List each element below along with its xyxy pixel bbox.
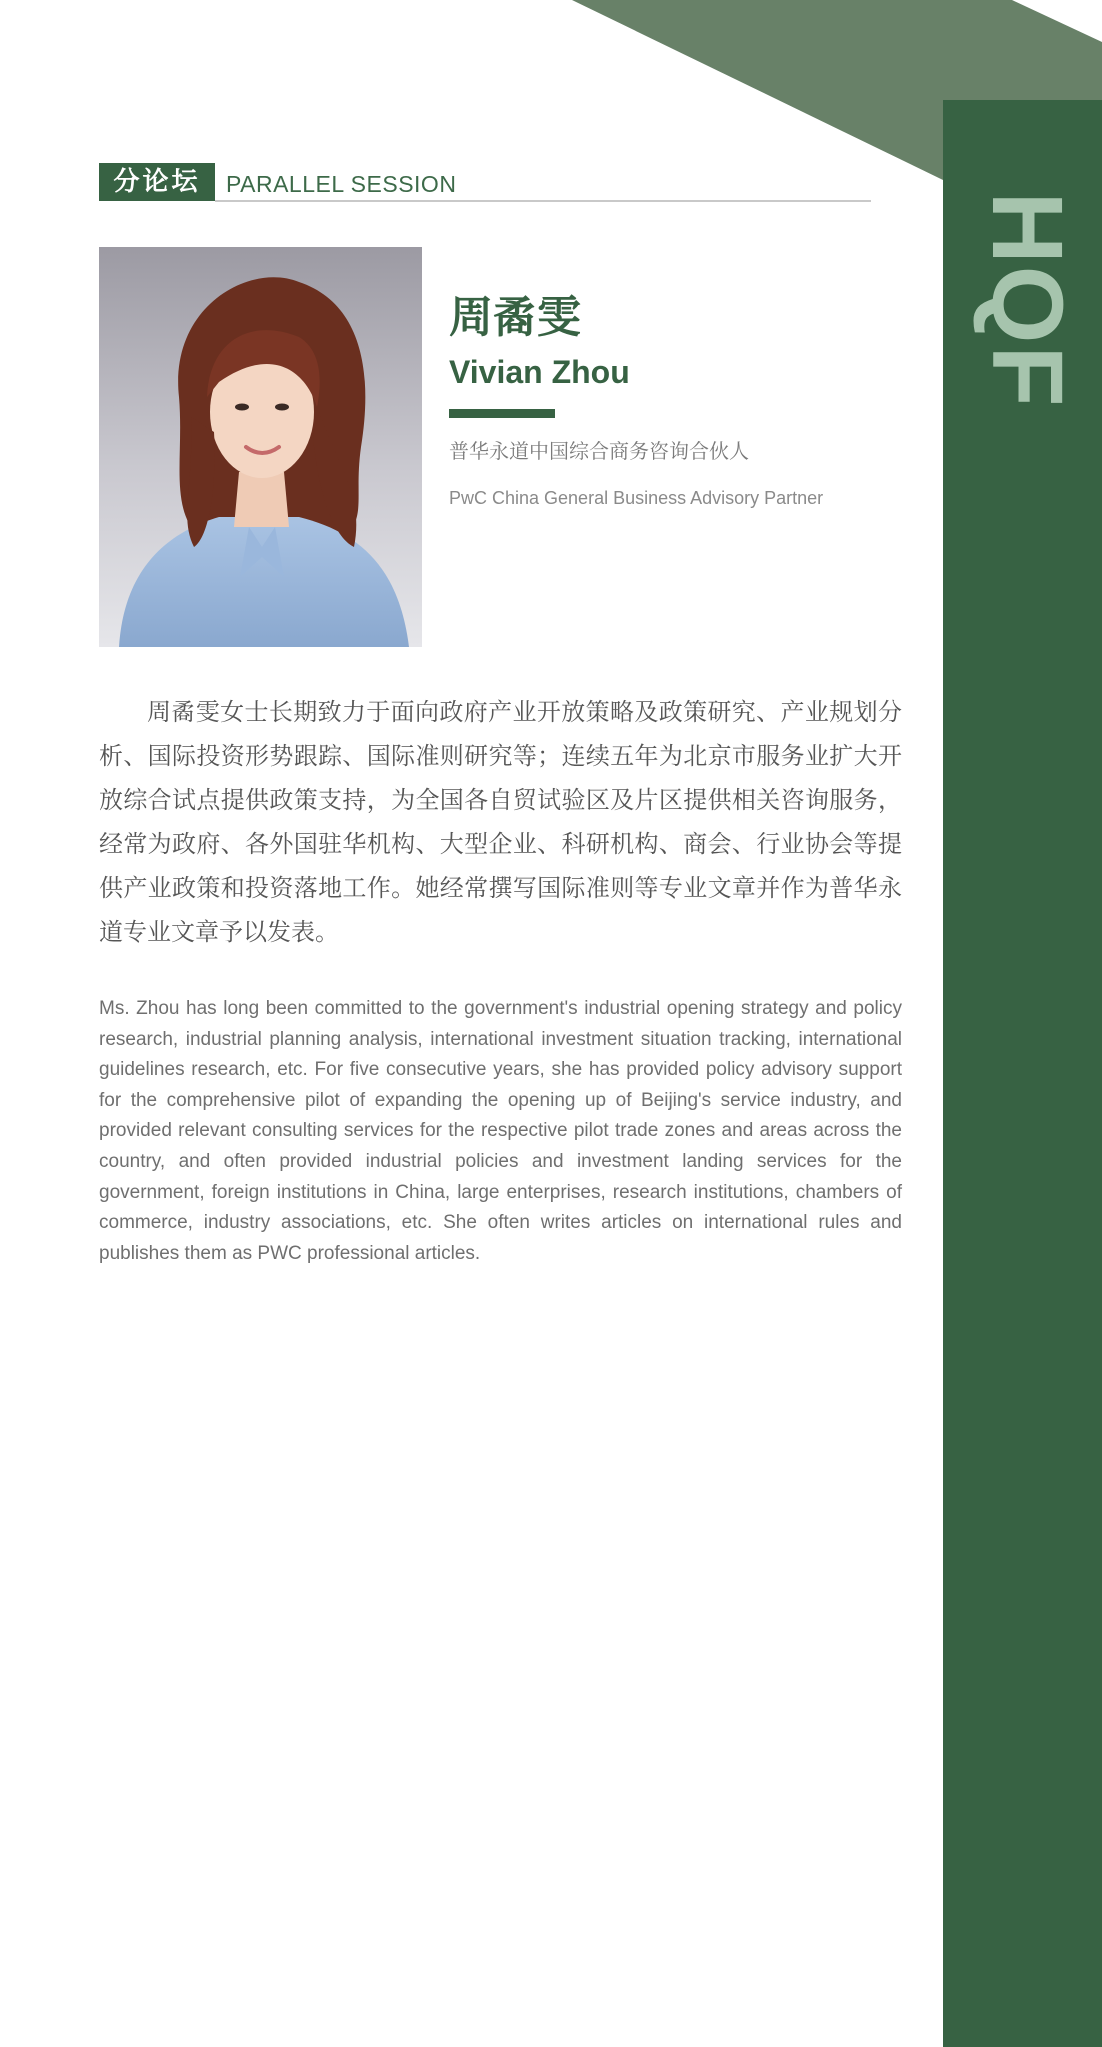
portrait-illustration	[99, 247, 422, 647]
session-header	[99, 163, 871, 203]
speaker-title-en: PwC China General Business Advisory Partner	[449, 488, 824, 508]
bio-chinese: 周矞雯女士长期致力于面向政府产业开放策略及政策研究、产业规划分析、国际投资形势跟踪、国际准则研究等；连续五年为北京市服务业扩大开放综合试点提供政策支持，为全国各自贸试验区及片区提供相关咨询服务，经常为政府、各外国驻华机构、大型企业、科研机构、商会、行业协会等提供产业政策和投资落地工作。她经常撰写国际准则等专业文章并作为普华永道专业文章予以发表。	[99, 698, 902, 946]
session-label: PARALLEL SESSION	[226, 171, 457, 197]
speaker-title-cn: 普华永道中国综合商务咨询合伙人	[449, 439, 749, 463]
speaker-name-en: Vivian Zhou	[449, 354, 630, 390]
speaker-photo	[99, 247, 422, 647]
speaker-name-cn: 周矞雯	[449, 292, 581, 343]
bio-english: Ms. Zhou has long been committed to the government's industrial opening strategy and policy research, industrial planning analysis, international investment situation tracking, international guidelines research, etc. For five consecutive years, she has provided policy advisory support for the comprehensive pilot of expanding the opening up of Beijing's service industry, and provided relevant consulting services for the respective pilot trade zones and areas across the country, and often provided industrial policies and investment landing services for the government, foreign institutions in China, large enterprises, research institutions, chambers of commerce, industry associations, etc. She often writes articles on international rules and publishes them as PWC professional articles.	[99, 998, 902, 1264]
side-logo-text: HQF	[971, 191, 1083, 409]
session-badge: 分论坛	[99, 163, 215, 201]
name-accent-bar	[449, 409, 555, 418]
header-divider	[215, 200, 871, 202]
